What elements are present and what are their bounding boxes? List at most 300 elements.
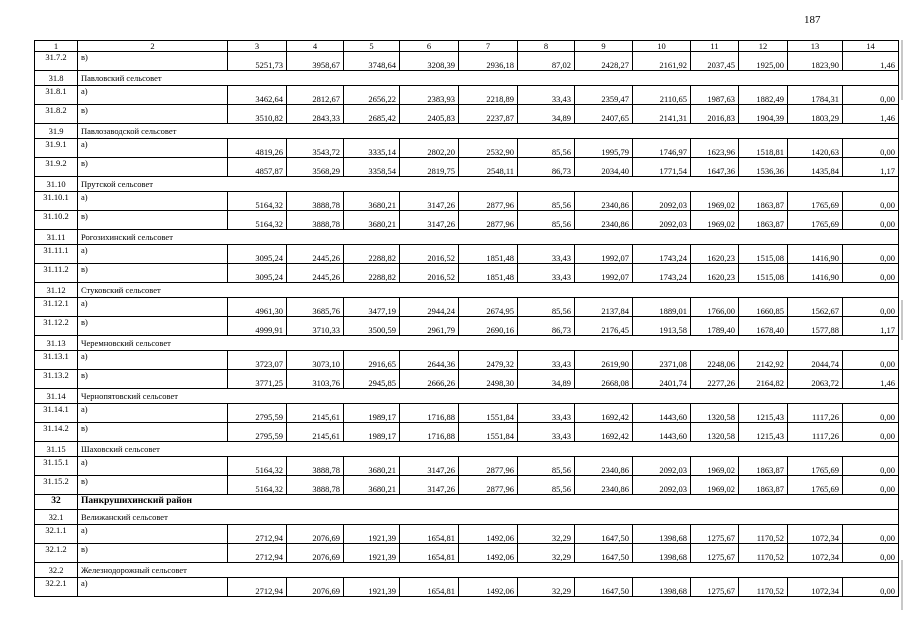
- value-cell: 1435,84: [788, 158, 843, 177]
- column-number-header: 7: [459, 41, 518, 52]
- value-cell: 33,43: [518, 351, 575, 370]
- section-title: Чернопятовский сельсовет: [78, 389, 899, 404]
- value-cell: 1678,40: [739, 317, 788, 336]
- value-cell: 3477,19: [344, 298, 400, 317]
- value-cell: 1765,69: [788, 476, 843, 495]
- value-cell: 1,17: [843, 317, 899, 336]
- value-cell: 2164,82: [739, 370, 788, 389]
- value-cell: 1647,50: [575, 544, 633, 563]
- value-cell: 2161,92: [633, 52, 691, 71]
- value-cell: 1863,87: [739, 192, 788, 211]
- value-cell: 2044,74: [788, 351, 843, 370]
- value-cell: 2076,69: [287, 544, 344, 563]
- value-cell: 0,00: [843, 192, 899, 211]
- value-cell: 3510,82: [228, 105, 287, 124]
- value-cell: 1921,39: [344, 525, 400, 544]
- value-cell: 2016,52: [400, 264, 459, 283]
- table-row: [35, 158, 899, 177]
- value-cell: 85,56: [518, 476, 575, 495]
- value-cell: 1992,07: [575, 245, 633, 264]
- value-cell: 1863,87: [739, 476, 788, 495]
- row-code: 32.2: [35, 563, 78, 578]
- row-code: 32.1.2: [35, 544, 78, 563]
- value-cell: 1515,08: [739, 245, 788, 264]
- value-cell: 3095,24: [228, 245, 287, 264]
- table-row: [35, 423, 899, 442]
- value-cell: 2340,86: [575, 211, 633, 230]
- row-code: 31.14: [35, 389, 78, 404]
- row-code: 31.13.2: [35, 370, 78, 389]
- value-cell: 1803,29: [788, 105, 843, 124]
- value-cell: 3771,25: [228, 370, 287, 389]
- value-cell: 2802,20: [400, 139, 459, 158]
- value-cell: 1416,90: [788, 264, 843, 283]
- value-cell: 2936,18: [459, 52, 518, 71]
- row-code: 31.7.2: [35, 52, 78, 71]
- column-number-header: 8: [518, 41, 575, 52]
- row-category: а): [78, 525, 228, 544]
- value-cell: 2137,84: [575, 298, 633, 317]
- value-cell: 1989,17: [344, 423, 400, 442]
- value-cell: 2277,26: [691, 370, 739, 389]
- column-number-header: 11: [691, 41, 739, 52]
- value-cell: 2795,59: [228, 423, 287, 442]
- value-cell: 1620,23: [691, 245, 739, 264]
- value-cell: 1623,96: [691, 139, 739, 158]
- value-cell: 3147,26: [400, 476, 459, 495]
- value-cell: 1660,85: [739, 298, 788, 317]
- value-cell: 2092,03: [633, 211, 691, 230]
- column-number-header: 9: [575, 41, 633, 52]
- value-cell: 2812,67: [287, 86, 344, 105]
- value-cell: 1420,63: [788, 139, 843, 158]
- value-cell: 1443,60: [633, 404, 691, 423]
- subsection-row: [35, 389, 899, 404]
- value-cell: 2016,52: [400, 245, 459, 264]
- value-cell: 2916,65: [344, 351, 400, 370]
- value-cell: 85,56: [518, 211, 575, 230]
- section-title: Панкрушихинский район: [78, 495, 899, 510]
- value-cell: 1,46: [843, 370, 899, 389]
- value-cell: 1275,67: [691, 578, 739, 597]
- value-cell: 32,29: [518, 525, 575, 544]
- value-cell: 2237,87: [459, 105, 518, 124]
- value-cell: 1117,26: [788, 423, 843, 442]
- value-cell: 0,00: [843, 264, 899, 283]
- value-cell: 2877,96: [459, 457, 518, 476]
- value-cell: 1765,69: [788, 192, 843, 211]
- value-cell: 2961,79: [400, 317, 459, 336]
- value-cell: 1987,63: [691, 86, 739, 105]
- section-title: Стуковский сельсовет: [78, 283, 899, 298]
- row-code: 31.12.2: [35, 317, 78, 336]
- value-cell: 2371,08: [633, 351, 691, 370]
- value-cell: 1551,84: [459, 404, 518, 423]
- value-cell: 1562,67: [788, 298, 843, 317]
- value-cell: 1416,90: [788, 245, 843, 264]
- value-cell: 3710,33: [287, 317, 344, 336]
- subsection-row: [35, 177, 899, 192]
- column-number-header: 2: [78, 41, 228, 52]
- value-cell: 1889,01: [633, 298, 691, 317]
- value-cell: 33,43: [518, 404, 575, 423]
- subsection-row: [35, 442, 899, 457]
- section-title: Велижанский сельсовет: [78, 510, 899, 525]
- value-cell: 1443,60: [633, 423, 691, 442]
- row-category: в): [78, 211, 228, 230]
- row-code: 31.12: [35, 283, 78, 298]
- value-cell: 2445,26: [287, 245, 344, 264]
- row-code: 31.9: [35, 124, 78, 139]
- value-cell: 2877,96: [459, 476, 518, 495]
- value-cell: 2092,03: [633, 457, 691, 476]
- section-title: Железнодорожный сельсовет: [78, 563, 899, 578]
- value-cell: 5164,32: [228, 476, 287, 495]
- value-cell: 1913,58: [633, 317, 691, 336]
- value-cell: 1746,97: [633, 139, 691, 158]
- value-cell: 2016,83: [691, 105, 739, 124]
- row-category: в): [78, 317, 228, 336]
- scan-edge-mark: [901, 40, 903, 100]
- table-body: [35, 41, 899, 597]
- row-category: а): [78, 404, 228, 423]
- value-cell: 1921,39: [344, 578, 400, 597]
- value-cell: 3073,10: [287, 351, 344, 370]
- value-cell: 3958,67: [287, 52, 344, 71]
- value-cell: 2945,85: [344, 370, 400, 389]
- value-cell: 1654,81: [400, 578, 459, 597]
- value-cell: 1170,52: [739, 578, 788, 597]
- subsection-row: [35, 336, 899, 351]
- row-code: 31.15.1: [35, 457, 78, 476]
- value-cell: 1,17: [843, 158, 899, 177]
- value-cell: 3888,78: [287, 476, 344, 495]
- row-code: 31.9.1: [35, 139, 78, 158]
- value-cell: 3095,24: [228, 264, 287, 283]
- value-cell: 2877,96: [459, 192, 518, 211]
- value-cell: 1647,50: [575, 578, 633, 597]
- column-number-header: 1: [35, 41, 78, 52]
- value-cell: 3888,78: [287, 457, 344, 476]
- row-code: 31.15: [35, 442, 78, 457]
- table-row: [35, 245, 899, 264]
- value-cell: 2685,42: [344, 105, 400, 124]
- value-cell: 86,73: [518, 158, 575, 177]
- row-category: а): [78, 578, 228, 597]
- column-number-row: [35, 41, 899, 52]
- section-title: Шаховский сельсовет: [78, 442, 899, 457]
- value-cell: 2037,45: [691, 52, 739, 71]
- row-code: 32: [35, 495, 78, 510]
- value-cell: 1789,40: [691, 317, 739, 336]
- subsection-row: [35, 563, 899, 578]
- value-cell: 1492,06: [459, 525, 518, 544]
- value-cell: 1992,07: [575, 264, 633, 283]
- scan-edge-mark: [901, 560, 903, 610]
- row-code: 31.14.2: [35, 423, 78, 442]
- value-cell: 85,56: [518, 139, 575, 158]
- column-number-header: 6: [400, 41, 459, 52]
- value-cell: 1072,34: [788, 578, 843, 597]
- value-cell: 2076,69: [287, 578, 344, 597]
- district-row: [35, 495, 899, 510]
- tariff-table: [34, 40, 899, 597]
- table-row: [35, 264, 899, 283]
- value-cell: 1882,49: [739, 86, 788, 105]
- value-cell: 5164,32: [228, 211, 287, 230]
- subsection-row: [35, 71, 899, 86]
- value-cell: 2548,11: [459, 158, 518, 177]
- section-title: Рогозихинский сельсовет: [78, 230, 899, 245]
- value-cell: 3568,29: [287, 158, 344, 177]
- value-cell: 2141,31: [633, 105, 691, 124]
- value-cell: 1743,24: [633, 245, 691, 264]
- subsection-row: [35, 230, 899, 245]
- value-cell: 2445,26: [287, 264, 344, 283]
- row-code: 31.9.2: [35, 158, 78, 177]
- row-code: 31.11.2: [35, 264, 78, 283]
- value-cell: 2644,36: [400, 351, 459, 370]
- value-cell: 1398,68: [633, 578, 691, 597]
- section-title: Павлозаводской сельсовет: [78, 124, 899, 139]
- value-cell: 1743,24: [633, 264, 691, 283]
- value-cell: 1215,43: [739, 404, 788, 423]
- value-cell: 5251,73: [228, 52, 287, 71]
- value-cell: 3685,76: [287, 298, 344, 317]
- value-cell: 85,56: [518, 192, 575, 211]
- value-cell: 2666,26: [400, 370, 459, 389]
- value-cell: 2092,03: [633, 192, 691, 211]
- value-cell: 2674,95: [459, 298, 518, 317]
- value-cell: 3147,26: [400, 192, 459, 211]
- row-category: в): [78, 476, 228, 495]
- table-row: [35, 52, 899, 71]
- subsection-row: [35, 124, 899, 139]
- table-row: [35, 351, 899, 370]
- value-cell: 1515,08: [739, 264, 788, 283]
- value-cell: 2076,69: [287, 525, 344, 544]
- value-cell: 2619,90: [575, 351, 633, 370]
- value-cell: 1969,02: [691, 457, 739, 476]
- value-cell: 1969,02: [691, 211, 739, 230]
- value-cell: 34,89: [518, 370, 575, 389]
- row-category: а): [78, 192, 228, 211]
- value-cell: 2944,24: [400, 298, 459, 317]
- value-cell: 2668,08: [575, 370, 633, 389]
- value-cell: 2340,86: [575, 476, 633, 495]
- value-cell: 1,46: [843, 105, 899, 124]
- value-cell: 4961,30: [228, 298, 287, 317]
- value-cell: 2656,22: [344, 86, 400, 105]
- value-cell: 1492,06: [459, 544, 518, 563]
- value-cell: 5164,32: [228, 457, 287, 476]
- value-cell: 2690,16: [459, 317, 518, 336]
- value-cell: 1518,81: [739, 139, 788, 158]
- row-category: в): [78, 423, 228, 442]
- table-row: [35, 525, 899, 544]
- row-category: в): [78, 544, 228, 563]
- value-cell: 0,00: [843, 544, 899, 563]
- row-code: 31.11: [35, 230, 78, 245]
- value-cell: 2712,94: [228, 525, 287, 544]
- value-cell: 1654,81: [400, 525, 459, 544]
- section-title: Прутской сельсовет: [78, 177, 899, 192]
- value-cell: 1275,67: [691, 525, 739, 544]
- value-cell: 33,43: [518, 264, 575, 283]
- value-cell: 85,56: [518, 457, 575, 476]
- value-cell: 1692,42: [575, 423, 633, 442]
- value-cell: 33,43: [518, 423, 575, 442]
- value-cell: 2145,61: [287, 423, 344, 442]
- value-cell: 0,00: [843, 245, 899, 264]
- table-row: [35, 211, 899, 230]
- value-cell: 2819,75: [400, 158, 459, 177]
- value-cell: 2712,94: [228, 578, 287, 597]
- value-cell: 1072,34: [788, 525, 843, 544]
- row-category: в): [78, 52, 228, 71]
- row-code: 32.1: [35, 510, 78, 525]
- value-cell: 0,00: [843, 525, 899, 544]
- value-cell: 2218,89: [459, 86, 518, 105]
- value-cell: 1784,31: [788, 86, 843, 105]
- value-cell: 2498,30: [459, 370, 518, 389]
- value-cell: 1492,06: [459, 578, 518, 597]
- value-cell: 1275,67: [691, 544, 739, 563]
- section-title: Черемновский сельсовет: [78, 336, 899, 351]
- value-cell: 2479,32: [459, 351, 518, 370]
- column-number-header: 10: [633, 41, 691, 52]
- subsection-row: [35, 510, 899, 525]
- value-cell: 1320,58: [691, 423, 739, 442]
- column-number-header: 12: [739, 41, 788, 52]
- value-cell: 1692,42: [575, 404, 633, 423]
- value-cell: 2405,83: [400, 105, 459, 124]
- row-code: 31.10.1: [35, 192, 78, 211]
- value-cell: 2407,65: [575, 105, 633, 124]
- value-cell: 1765,69: [788, 211, 843, 230]
- value-cell: 3680,21: [344, 457, 400, 476]
- value-cell: 1170,52: [739, 525, 788, 544]
- value-cell: 85,56: [518, 298, 575, 317]
- value-cell: 1,46: [843, 52, 899, 71]
- row-code: 31.14.1: [35, 404, 78, 423]
- value-cell: 1215,43: [739, 423, 788, 442]
- table-row: [35, 578, 899, 597]
- row-code: 31.8: [35, 71, 78, 86]
- value-cell: 1654,81: [400, 544, 459, 563]
- value-cell: 0,00: [843, 298, 899, 317]
- value-cell: 1904,39: [739, 105, 788, 124]
- value-cell: 3723,07: [228, 351, 287, 370]
- value-cell: 3680,21: [344, 211, 400, 230]
- value-cell: 4857,87: [228, 158, 287, 177]
- row-code: 31.8.1: [35, 86, 78, 105]
- value-cell: 1577,88: [788, 317, 843, 336]
- value-cell: 3103,76: [287, 370, 344, 389]
- row-category: в): [78, 370, 228, 389]
- section-title: Павловский сельсовет: [78, 71, 899, 86]
- row-category: а): [78, 298, 228, 317]
- table-row: [35, 86, 899, 105]
- value-cell: 2340,86: [575, 457, 633, 476]
- value-cell: 1647,36: [691, 158, 739, 177]
- column-number-header: 13: [788, 41, 843, 52]
- page-number: 187: [804, 14, 821, 26]
- row-category: а): [78, 245, 228, 264]
- value-cell: 3462,64: [228, 86, 287, 105]
- value-cell: 0,00: [843, 578, 899, 597]
- value-cell: 2712,94: [228, 544, 287, 563]
- row-category: а): [78, 457, 228, 476]
- value-cell: 33,43: [518, 86, 575, 105]
- value-cell: 2288,82: [344, 245, 400, 264]
- value-cell: 1117,26: [788, 404, 843, 423]
- table-row: [35, 317, 899, 336]
- value-cell: 2359,47: [575, 86, 633, 105]
- value-cell: 1320,58: [691, 404, 739, 423]
- value-cell: 1551,84: [459, 423, 518, 442]
- value-cell: 1398,68: [633, 544, 691, 563]
- value-cell: 1995,79: [575, 139, 633, 158]
- value-cell: 1989,17: [344, 404, 400, 423]
- value-cell: 3147,26: [400, 457, 459, 476]
- value-cell: 1851,48: [459, 264, 518, 283]
- row-category: а): [78, 351, 228, 370]
- table-row: [35, 370, 899, 389]
- value-cell: 5164,32: [228, 192, 287, 211]
- value-cell: 3888,78: [287, 211, 344, 230]
- column-number-header: 3: [228, 41, 287, 52]
- value-cell: 3335,14: [344, 139, 400, 158]
- value-cell: 1765,69: [788, 457, 843, 476]
- value-cell: 1925,00: [739, 52, 788, 71]
- value-cell: 1969,02: [691, 476, 739, 495]
- value-cell: 32,29: [518, 544, 575, 563]
- value-cell: 0,00: [843, 211, 899, 230]
- value-cell: 2092,03: [633, 476, 691, 495]
- value-cell: 4999,91: [228, 317, 287, 336]
- value-cell: 2532,90: [459, 139, 518, 158]
- value-cell: 3680,21: [344, 476, 400, 495]
- value-cell: 1072,34: [788, 544, 843, 563]
- value-cell: 1823,90: [788, 52, 843, 71]
- value-cell: 32,29: [518, 578, 575, 597]
- row-category: в): [78, 105, 228, 124]
- value-cell: 3147,26: [400, 211, 459, 230]
- value-cell: 87,02: [518, 52, 575, 71]
- value-cell: 2428,27: [575, 52, 633, 71]
- table-row: [35, 105, 899, 124]
- value-cell: 1170,52: [739, 544, 788, 563]
- row-category: а): [78, 139, 228, 158]
- value-cell: 1766,00: [691, 298, 739, 317]
- value-cell: 1716,88: [400, 423, 459, 442]
- scan-edge-mark: [901, 300, 903, 340]
- value-cell: 3208,39: [400, 52, 459, 71]
- row-code: 32.1.1: [35, 525, 78, 544]
- row-code: 31.13.1: [35, 351, 78, 370]
- table-row: [35, 404, 899, 423]
- value-cell: 2401,74: [633, 370, 691, 389]
- value-cell: 1536,36: [739, 158, 788, 177]
- value-cell: 2288,82: [344, 264, 400, 283]
- value-cell: 2063,72: [788, 370, 843, 389]
- value-cell: 1969,02: [691, 192, 739, 211]
- column-number-header: 4: [287, 41, 344, 52]
- value-cell: 1398,68: [633, 525, 691, 544]
- value-cell: 2340,86: [575, 192, 633, 211]
- value-cell: 3543,72: [287, 139, 344, 158]
